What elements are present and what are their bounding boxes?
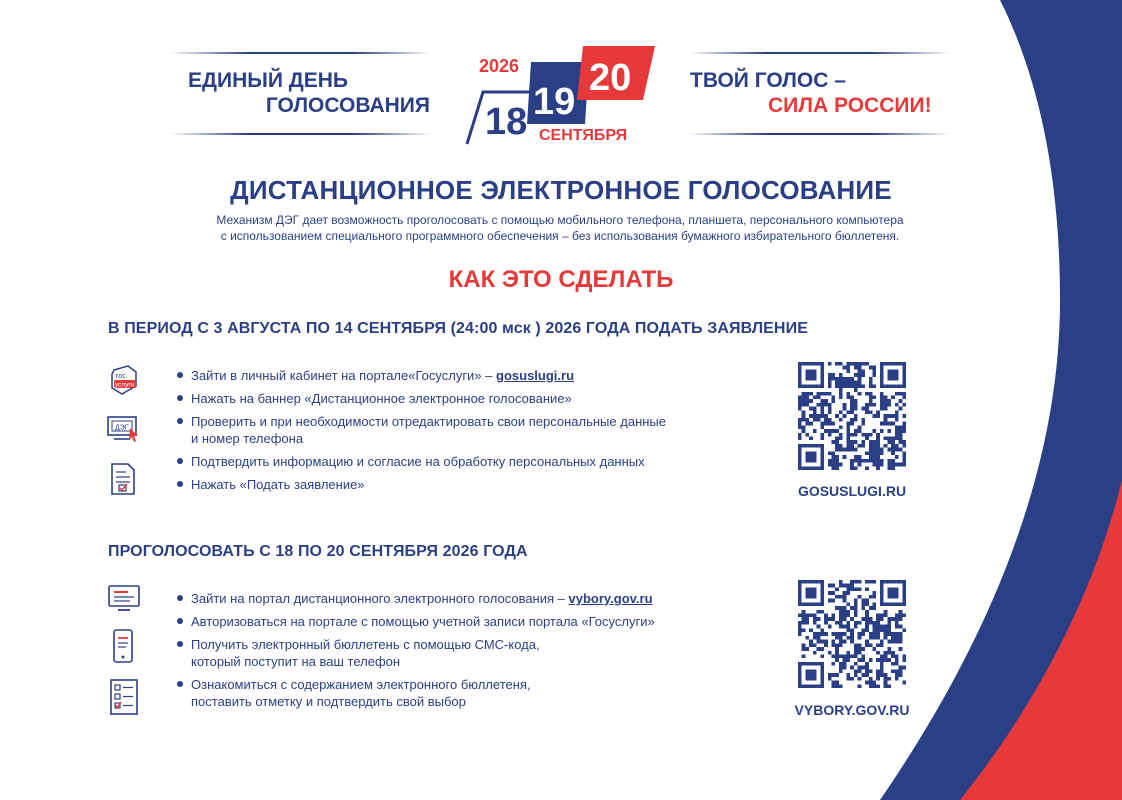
- header-right-slogan: [690, 68, 950, 118]
- ballot-icon: [108, 678, 140, 716]
- header-line: [170, 133, 432, 135]
- list-item: [177, 413, 697, 447]
- logo-day-19: 19: [533, 81, 576, 123]
- vybory-link[interactable]: vybory.gov.ru: [568, 591, 653, 606]
- list-item: Нажать на баннер «Дистанционное электронное голосование»: [177, 390, 697, 407]
- deg-monitor-icon: [106, 414, 142, 444]
- section1-steps: [177, 367, 697, 499]
- deg-icon-label: ДЭГ: [115, 424, 129, 432]
- step-text: Зайти в личный кабинет на портале«Госуслуги» –: [191, 368, 497, 383]
- vybory-qr-label: VYBORY.GOV.RU: [794, 702, 910, 718]
- step-line2: поставить отметку и подтвердить свой выбор: [191, 694, 466, 709]
- logo-day-18: 18: [485, 101, 528, 143]
- logo-year: 2026: [479, 56, 520, 76]
- list-item: Нажать «Подать заявление»: [177, 476, 697, 493]
- page-title: ДИСТАНЦИОННОЕ ЭЛЕКТРОННОЕ ГОЛОСОВАНИЕ: [230, 175, 892, 205]
- documents-icon: [108, 460, 140, 496]
- gosuslugi-qr-code[interactable]: [798, 362, 906, 470]
- logo-day-20: 20: [589, 57, 632, 99]
- subtitle-line1: Механизм ДЭГ дает возможность проголосовать с помощью мобильного телефона, планшета, персонального компьютера: [216, 213, 904, 227]
- logo-month: СЕНТЯБРЯ: [539, 127, 628, 144]
- list-item: [177, 367, 697, 384]
- gosuslugi-icon-label1: гос: [116, 373, 126, 380]
- gosuslugi-qr-label: GOSUSLUGI.RU: [797, 483, 907, 499]
- header-left-slogan: [170, 68, 430, 118]
- section2-steps: [177, 590, 697, 716]
- header-left-line2: ГОЛОСОВАНИЯ: [265, 94, 430, 117]
- section2-title: ПРОГОЛОСОВАТЬ С 18 ПО 20 СЕНТЯБРЯ 2026 ГОДА: [108, 543, 528, 560]
- gosuslugi-icon: [108, 364, 140, 396]
- header-line: [688, 52, 950, 54]
- step-text: Зайти на портал дистанционного электронного голосования –: [191, 591, 569, 606]
- election-day-logo: [465, 42, 665, 150]
- list-item: [177, 590, 697, 607]
- list-item: Авторизоваться на портале с помощью учетной записи портала «Госуслуги»: [177, 613, 697, 630]
- vybory-qr-code[interactable]: [798, 580, 906, 688]
- list-item: Подтвердить информацию и согласие на обработку персональных данных: [177, 453, 697, 470]
- step-line2: который поступит на ваш телефон: [191, 654, 401, 669]
- list-item: [177, 636, 697, 670]
- list-item: [177, 676, 697, 710]
- header-right-line1: ТВОЙ ГОЛОС –: [690, 69, 846, 92]
- gosuslugi-icon-label2: услуги: [115, 381, 135, 389]
- gosuslugi-link[interactable]: gosuslugi.ru: [496, 368, 575, 383]
- mobile-phone-icon: [110, 628, 136, 664]
- step-line2: и номер телефона: [191, 431, 304, 446]
- header-line: [170, 52, 432, 54]
- step-line1: Проверить и при необходимости отредактировать свои персональные данные: [191, 414, 666, 429]
- header-left-line1: ЕДИНЫЙ ДЕНЬ: [188, 69, 348, 92]
- step-line1: Получить электронный бюллетень с помощью СМС-кода,: [191, 637, 540, 652]
- page-subtitle: [200, 212, 920, 244]
- header-right-line2: СИЛА РОССИИ!: [768, 94, 932, 117]
- header-line: [688, 133, 950, 135]
- subtitle-line2: с использованием специального программного обеспечения – без использования бумажного избирательного бюллетеня.: [220, 229, 900, 243]
- how-to-title: КАК ЭТО СДЕЛАТЬ: [448, 266, 674, 293]
- section1-title: В ПЕРИОД С 3 АВГУСТА ПО 14 СЕНТЯБРЯ (24:00 мск ) 2026 ГОДА ПОДАТЬ ЗАЯВЛЕНИЕ: [108, 320, 808, 337]
- computer-icon: [106, 584, 142, 614]
- step-line1: Ознакомиться с содержанием электронного бюллетеня,: [191, 677, 531, 692]
